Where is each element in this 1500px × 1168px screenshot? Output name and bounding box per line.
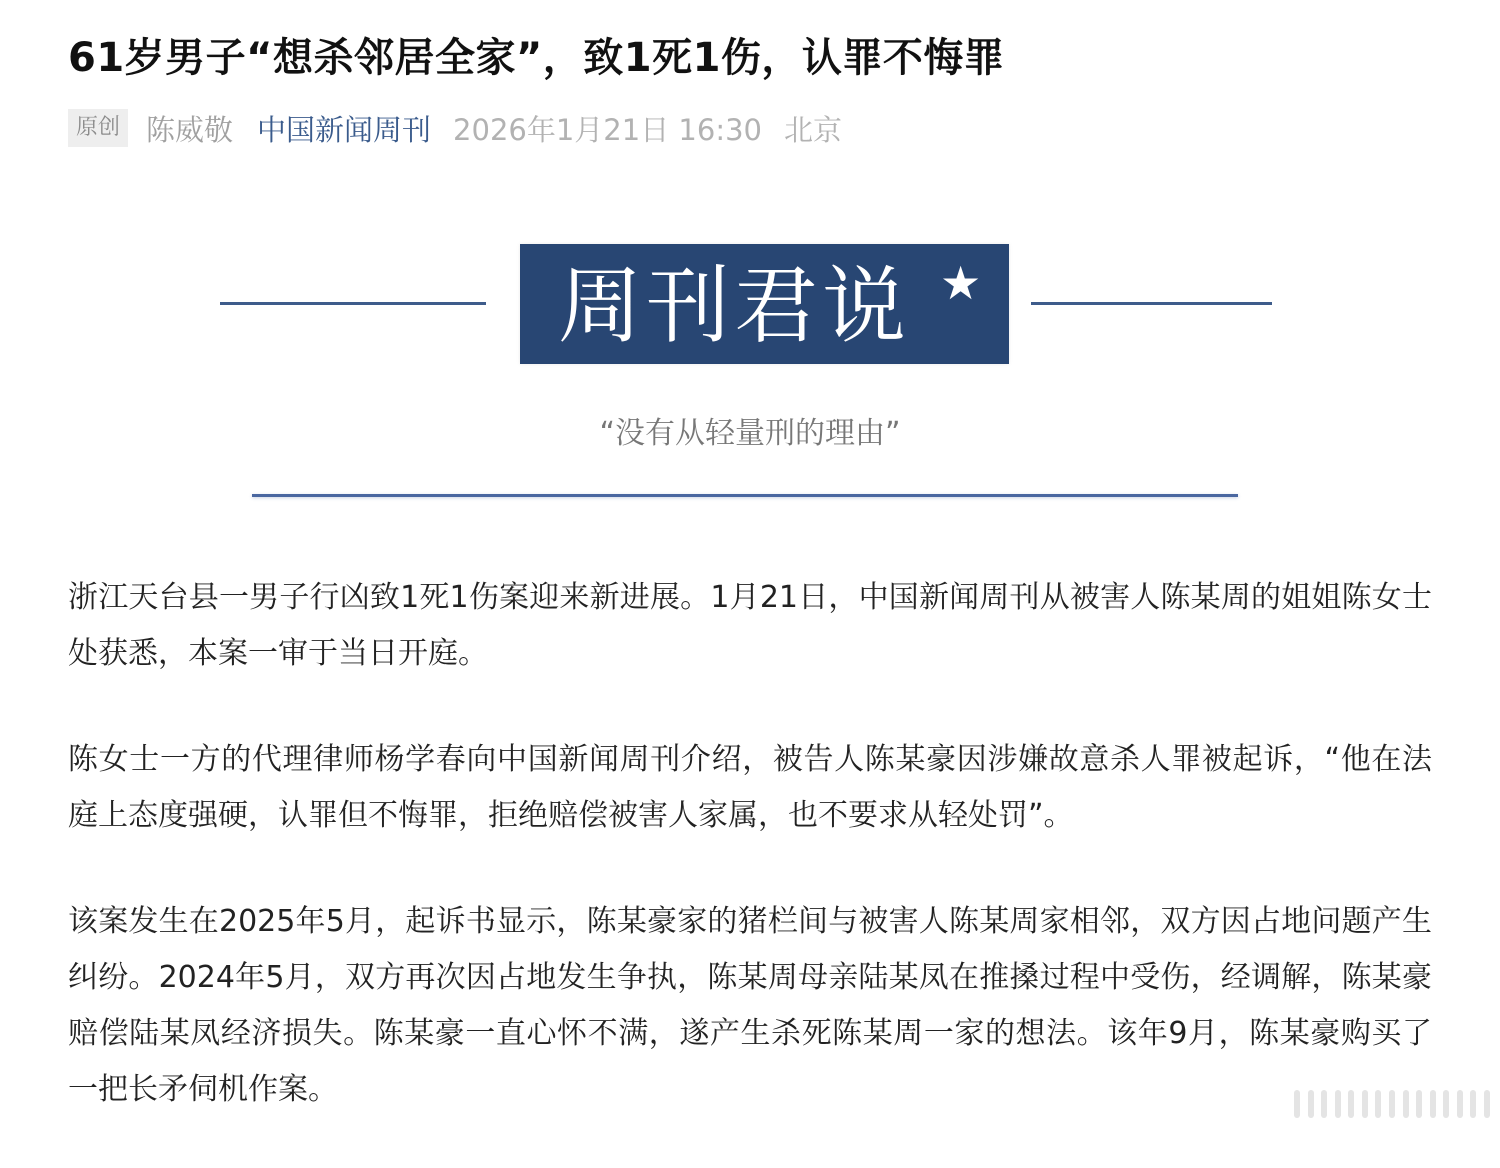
article-meta (68, 108, 1432, 148)
banner-logo-text: 周刊君说 (558, 257, 911, 355)
account-link[interactable]: 中国新闻周刊 (257, 112, 432, 147)
paragraph: 陈女士一方的代理律师杨学春向中国新闻周刊介绍，被告人陈某豪因涉嫌故意杀人罪被起诉，“他在法庭上态度强硬，认罪但不悔罪，拒绝赔偿被害人家属，也不要求从轻处罚”。 (68, 742, 1432, 833)
paragraph: 浙江天台县一男子行凶致1死1伤案迎来新进展。1月21日，中国新闻周刊从被害人陈某周的姐姐陈女士处获悉，本案一审于当日开庭。 (68, 580, 1432, 671)
star-icon: ★ (940, 256, 982, 310)
banner-right-line (1031, 302, 1272, 305)
article-header (68, 0, 1432, 148)
banner-logo-box (520, 244, 1009, 364)
publish-time: 2026年1月21日 16:30 (453, 112, 762, 147)
article-title: 61岁男子“想杀邻居全家”，致1死1伤，认罪不悔罪 (68, 35, 1005, 81)
column-banner (0, 240, 1500, 370)
pull-quote: “没有从轻量刑的理由” (599, 416, 901, 451)
banner-left-line (220, 302, 486, 305)
author-name: 陈威敬 (146, 112, 234, 147)
paragraph: 该案发生在2025年5月，起诉书显示，陈某豪家的猪栏间与被害人陈某周家相邻，双方因占地问题产生纠纷。2024年5月，双方再次因占地发生争执，陈某周母亲陆某凤在推搡过程中受伤，经调解，陈某豪赔偿陆某凤经济损失。陈某豪一直心怀不满，遂产生杀死陈某周一家的想法。该年9月，陈某豪购买了一把长矛伺机作案。 (68, 904, 1432, 1107)
quote-divider (252, 494, 1238, 497)
original-badge: 原创 (68, 109, 128, 147)
article-body (68, 570, 1432, 1168)
publish-location: 北京 (784, 112, 843, 147)
watermark-bars (1294, 1090, 1490, 1118)
